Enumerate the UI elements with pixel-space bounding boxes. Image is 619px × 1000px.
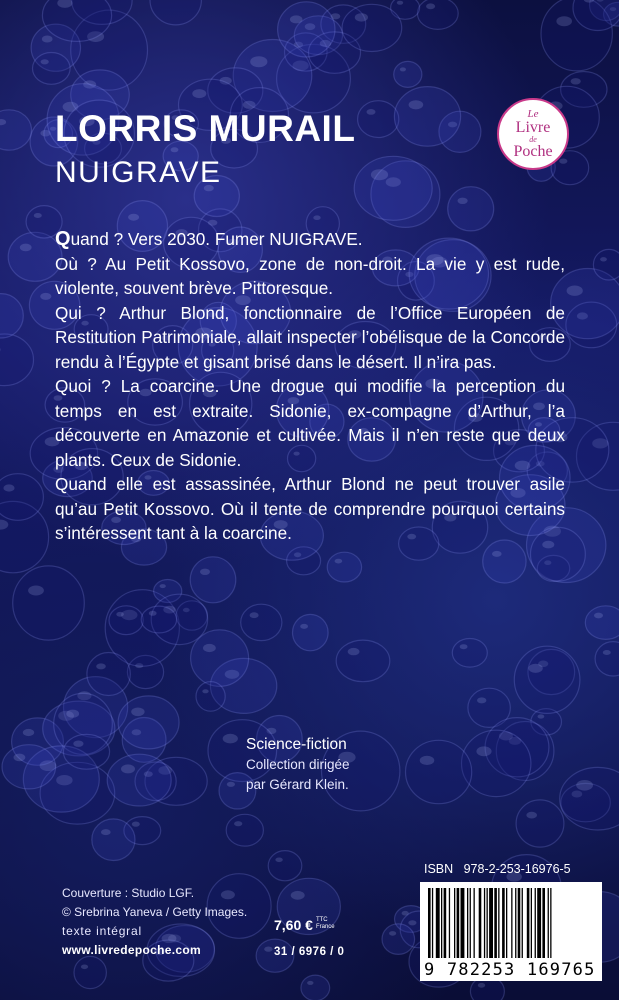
barcode-bar: [449, 888, 450, 958]
barcode-bar: [494, 888, 497, 958]
barcode-bar: [518, 888, 521, 958]
website-url: www.livredepoche.com: [62, 943, 201, 957]
edition-note: texte intégral: [62, 924, 142, 938]
barcode-bar: [484, 888, 485, 958]
blurb-paragraph-assassinee: Quand elle est assassinée, Arthur Blond ne peut trouver asile qu’au Petit Kossovo. Où il tente de comprendre pourquoi certains s’intéressent tant à la coarcine.: [55, 474, 565, 543]
isbn-line: [424, 862, 571, 876]
credits-block: [62, 884, 247, 960]
price-tax-note: [316, 917, 335, 931]
blurb-paragraph-quoi: Quoi ? La coarcine. Une drogue qui modifie la perception du temps en est extraite. Sidonie, ex-compagne d’Arthur, l’a découverte en Amazonie et cultivée. Mais il n’en reste que deux plants. Ceux de Sidonie.: [55, 376, 565, 470]
barcode-bar: [487, 888, 488, 958]
isbn-number: 978-2-253-16976-5: [463, 862, 571, 876]
barcode-bar: [444, 888, 447, 958]
barcode-bar: [436, 888, 440, 958]
price-amount: 7,60 €: [274, 917, 313, 933]
blurb-paragraph-ou: Où ? Au Petit Kossovo, zone de non-droit. La vie y est rude, violente, souvent brève. Pittoresque.: [55, 253, 565, 298]
logo-text-le: Le: [527, 107, 539, 120]
catalog-code: 31 / 6976 / 0: [274, 946, 345, 958]
logo-text-livre: Livre: [515, 118, 551, 136]
cover-credit: Couverture : Studio LGF.: [62, 886, 195, 900]
barcode-bar: [432, 888, 433, 958]
barcode-bar: [511, 888, 512, 958]
barcode-bar: [479, 888, 482, 958]
barcode-bar: [506, 888, 507, 958]
author-name: LORRIS MURAIL: [55, 108, 356, 149]
barcode-bar: [467, 888, 468, 958]
barcode-bar: [461, 888, 465, 958]
logo-text-de: de: [529, 134, 537, 144]
barcode: [420, 882, 602, 981]
price-country: France: [315, 924, 335, 930]
back-cover-blurb: [55, 227, 565, 546]
blurb-quand-text: uand ? Vers 2030. Fumer NUIGRAVE.: [70, 229, 363, 249]
barcode-bar: [548, 888, 549, 958]
isbn-label: ISBN: [424, 862, 454, 876]
barcode-bar: [489, 888, 493, 958]
barcode-bar: [470, 888, 471, 958]
logo-text-poche: Poche: [513, 142, 553, 160]
barcode-bar: [457, 888, 460, 958]
barcode-bar: [531, 888, 532, 958]
barcode-bar: [527, 888, 530, 958]
collection-director-line2: par Gérard Klein.: [246, 777, 349, 792]
barcode-bar: [428, 888, 431, 958]
barcode-bar: [441, 888, 442, 958]
barcode-digits: 9 782253 169765: [424, 960, 596, 980]
photo-credit: © Srebrina Yaneva / Getty Images.: [62, 905, 248, 919]
barcode-bar: [550, 888, 551, 958]
livre-de-poche-logo: [497, 98, 569, 170]
book-title: NUIGRAVE: [55, 156, 222, 189]
barcode-bar: [542, 888, 545, 958]
collection-director-line1: Collection dirigée: [246, 757, 350, 772]
price-tag: [274, 917, 335, 933]
barcode-bar: [535, 888, 536, 958]
barcode-bar: [537, 888, 541, 958]
blurb-dropcap: Q: [55, 228, 71, 250]
barcode-bar: [515, 888, 516, 958]
barcode-bar: [498, 888, 499, 958]
genre-label: Science-fiction: [246, 736, 347, 753]
price-ttc: TTC: [315, 917, 328, 923]
barcode-bar: [502, 888, 505, 958]
barcode-bar: [454, 888, 455, 958]
blurb-paragraph-quand: [55, 227, 565, 252]
barcode-bar: [522, 888, 523, 958]
collection-info: [246, 735, 350, 795]
blurb-paragraph-qui: Qui ? Arthur Blond, fonctionnaire de l’Office Européen de Restitution Patrimoniale, allait inspecter l’obélisque de la Concorde rendu à l’Égypte et gisant brisé dans le désert. Il n’ira pas.: [55, 302, 565, 372]
barcode-bar: [474, 888, 475, 958]
